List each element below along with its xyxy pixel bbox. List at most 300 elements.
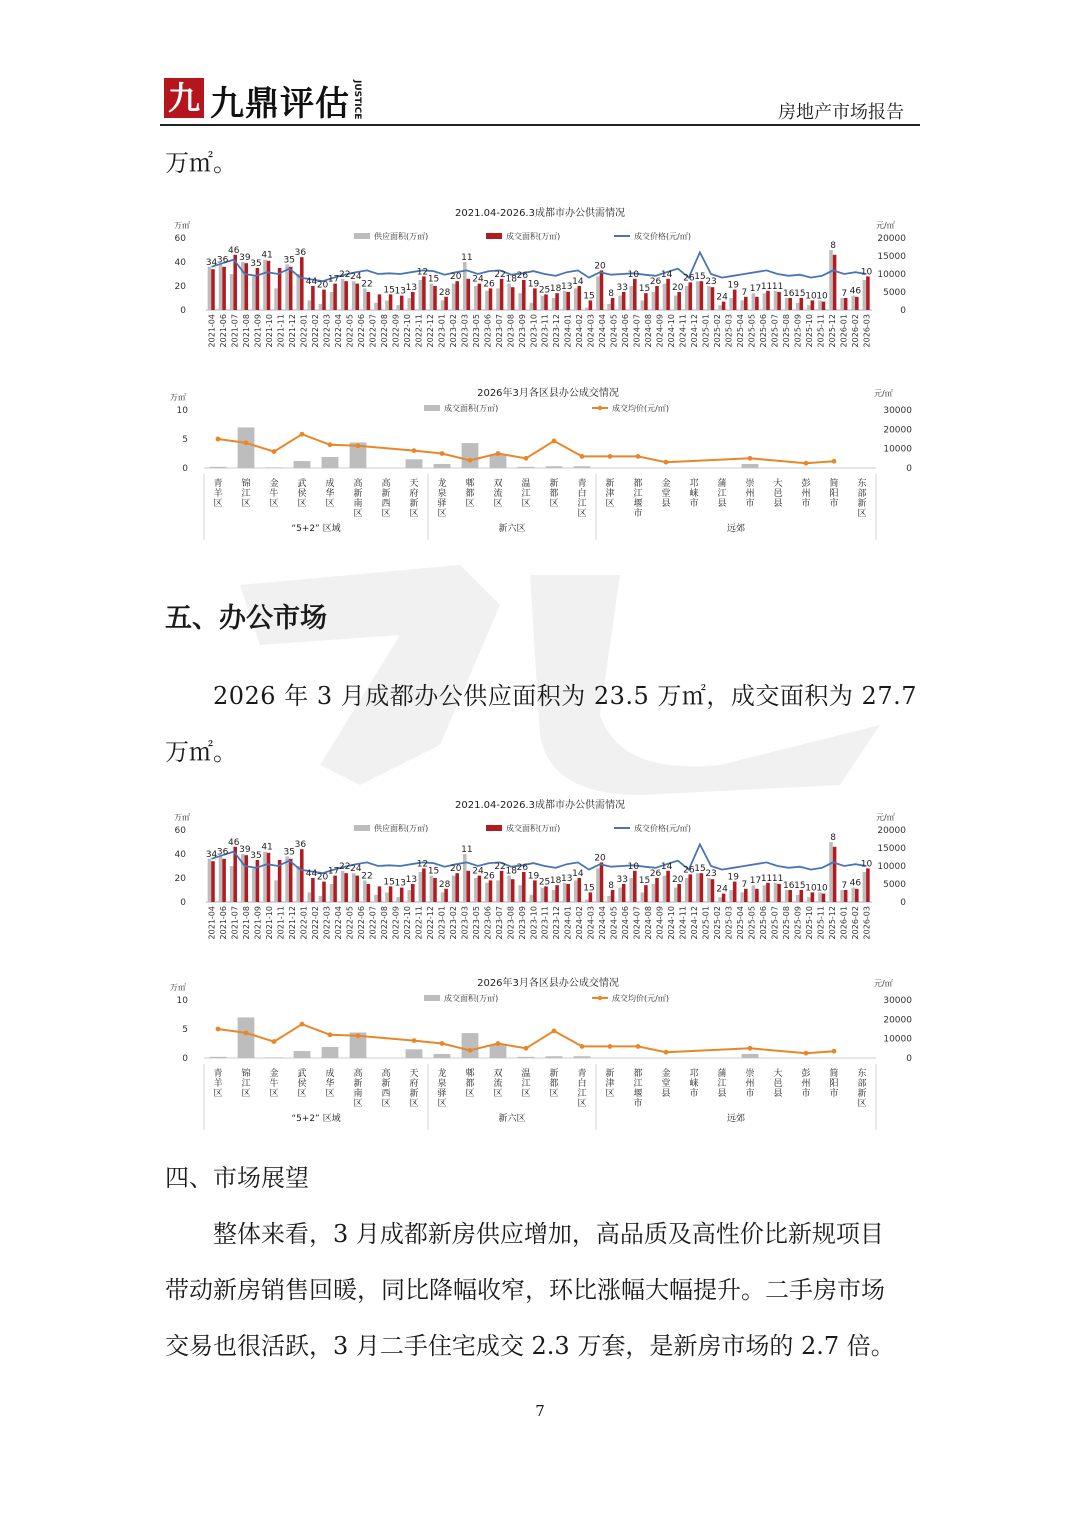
x-tick-label-char: 区 [213,499,223,509]
deal-bar [455,281,459,310]
area-bar [574,466,591,468]
x-tick-label-char: 崃 [689,1079,699,1089]
data-label: 10 [816,291,828,302]
legend-swatch [486,233,502,239]
data-label: 10 [627,269,640,280]
deal-bar [788,298,792,310]
x-tick-label-char: 泉 [437,1079,447,1089]
data-label: 15 [583,291,595,302]
supply-bar [574,880,578,902]
x-tick-label: 2022-05 [345,314,355,348]
data-label: 35 [250,259,262,269]
area-bar [322,457,339,468]
x-tick-label-char: 区 [549,499,559,509]
area-bar [406,1049,423,1058]
legend-label: 供应面积(万㎡) [374,232,429,241]
x-tick-label-char: 邛 [689,479,699,489]
x-tick-label: 2024-10 [667,906,677,940]
deal-bar [311,286,315,310]
data-label: 26 [516,271,529,281]
supply-bar [496,288,500,310]
area-bar [546,466,563,468]
x-tick-label: 2025-01 [701,906,711,940]
data-label: 24 [350,272,362,283]
x-tick-label-char: 江 [633,1079,643,1089]
deal-bar [833,255,837,310]
deal-bar [533,880,537,902]
data-label: 13 [394,878,406,889]
x-tick-label-char: 江 [577,499,587,509]
x-tick-label: 2025-05 [747,314,757,348]
deal-bar [511,287,515,310]
supply-bar [419,280,423,310]
chart-title: 2026年3月各区县办公成交情况 [477,978,619,989]
x-tick-label: 2024-12 [690,314,700,348]
data-label: 39 [239,845,251,855]
x-tick-label-char: 青 [577,1069,587,1079]
group-label: “5+2” 区域 [291,1114,341,1124]
supply-bar [707,878,711,902]
deal-bar [267,853,271,902]
x-tick-label-char: 金 [661,479,671,489]
price-point [300,1022,305,1027]
y-tick-right: 10000 [877,862,906,872]
x-tick-label: 2023-10 [529,906,539,940]
x-tick-label: 2023-10 [529,314,539,348]
x-tick-label: 2021-06 [219,906,229,940]
supply-bar [863,280,867,310]
data-label: 26 [683,865,695,876]
data-label: 14 [660,861,673,872]
supply-bar [485,291,489,310]
data-label: 10 [805,291,817,302]
y-axis-right-unit: 元/㎡ [876,221,895,230]
deal-bar [733,290,737,310]
data-label: 17 [749,876,762,887]
x-tick-label: 2024-01 [563,314,573,348]
supply-bar [774,883,778,902]
deal-bar [711,287,715,310]
x-tick-label-char: 锦 [241,479,251,489]
district-office-deal-chart [170,384,910,540]
x-tick-label: 2024-07 [632,314,642,348]
y-tick-left: 40 [174,850,186,860]
x-tick-label-char: 县 [717,1089,727,1099]
deal-bar [444,297,448,310]
supply-bar [652,292,656,310]
x-tick-label-char: 邑 [773,489,783,499]
area-bar [462,443,479,468]
data-label: 7 [841,881,848,891]
area-bar [266,467,283,468]
x-tick-label: 2025-12 [827,314,837,348]
data-label: 11 [771,281,784,292]
data-label: 28 [438,287,451,298]
deal-bar [622,884,626,902]
group-label: 新六区 [498,1114,526,1124]
supply-bar [763,885,767,902]
deal-bar [722,302,726,310]
x-tick-label: 2025-11 [816,314,826,348]
price-point [440,451,445,456]
supply-bar [618,296,622,310]
x-tick-label-char: 区 [465,499,475,509]
data-label: 10 [860,267,873,278]
price-point [412,1038,417,1043]
y-axis-left-unit: 万㎡ [174,221,190,230]
deal-bar [356,284,360,310]
data-label: 35 [283,255,295,266]
supply-bar [296,866,300,902]
x-tick-label-char: 部 [857,489,867,499]
x-tick-label: 2022-07 [368,906,378,940]
data-label: 18 [505,866,517,877]
x-tick-label: 2021-08 [242,906,252,940]
deal-bar [478,876,482,902]
x-tick-label-char: 新 [381,489,391,499]
x-tick-label-char: 新 [353,1079,363,1089]
y-tick-right: 10000 [883,444,912,455]
x-tick-label: 2022-02 [311,906,321,940]
x-tick-label-char: 区 [353,509,363,519]
x-tick-label-char: 南 [353,499,363,509]
x-tick-label-char: 区 [493,1089,503,1099]
x-tick-label-char: 侯 [297,1079,307,1089]
supply-bar [818,892,822,902]
price-point [496,1041,501,1046]
x-tick-label: 2022-02 [311,314,321,348]
x-tick-label-char: 青 [577,479,587,489]
supply-bar [252,868,256,902]
x-tick-label-char: 温 [521,479,531,489]
area-bar [294,1051,311,1058]
supply-bar [563,883,567,902]
data-label: 12 [416,859,429,870]
x-tick-label-char: 市 [633,509,643,519]
data-label: 26 [483,279,495,290]
x-tick-label-char: 羊 [213,1079,223,1089]
x-tick-label: 2026-02 [850,314,860,348]
supply-bar [674,888,678,902]
x-tick-label-char: 新 [353,489,363,499]
x-tick-label: 2025-08 [781,906,791,940]
district-office-deal-chart-repeat [170,974,910,1130]
x-tick-label-char: 金 [269,1069,279,1079]
x-tick-label: 2026-01 [839,314,849,348]
data-label: 20 [450,864,462,875]
y-tick-right: 5000 [883,288,906,298]
x-tick-label: 2025-06 [758,314,768,348]
x-tick-label: 2025-06 [758,906,768,940]
supply-bar [752,885,756,902]
data-label: 7 [741,287,748,298]
x-tick-label: 2021-10 [265,906,275,940]
x-tick-label-char: 市 [801,499,811,509]
deal-bar [289,859,293,902]
x-tick-label: 2023-08 [506,314,516,348]
x-tick-label: 2021-09 [253,906,263,940]
supply-bar [363,880,367,902]
deal-bar [422,868,426,902]
x-tick-label-char: 邛 [689,1069,699,1079]
deal-bar [855,297,859,310]
section-title-outlook: 四、市场展望 [165,1164,309,1192]
data-label: 15 [794,881,806,891]
data-label: 8 [830,833,837,843]
y-tick-left: 5 [182,435,188,445]
x-tick-label: 2023-05 [471,314,481,348]
x-tick-label: 2024-12 [690,906,700,940]
supply-bar [629,878,633,902]
supply-bar [208,267,212,310]
supply-bar [663,284,667,310]
area-bar [518,467,535,468]
x-tick-label-char: 新 [381,1079,391,1089]
x-tick-label-char: 牛 [269,489,279,499]
x-tick-label: 2022-04 [334,906,344,940]
legend-swatch [486,825,502,831]
supply-bar [774,291,778,310]
price-point [608,1044,613,1049]
area-bar [238,427,255,468]
x-tick-label-char: 区 [409,1099,419,1109]
x-tick-label-char: 区 [269,499,279,509]
deal-bar [411,884,415,902]
supply-bar [352,873,356,902]
x-tick-label-char: 区 [325,1089,335,1099]
x-tick-label: 2024-04 [598,906,608,940]
deal-bar [566,292,570,310]
data-label: 16 [783,881,795,891]
data-label: 13 [561,281,573,292]
y-tick-right: 0 [900,898,906,908]
deal-bar [467,871,471,902]
area-bar [574,1056,591,1058]
data-label: 14 [660,269,673,280]
supply-bar [374,303,378,310]
x-tick-label-char: 区 [353,1099,363,1109]
x-tick-label: 2025-09 [793,906,803,940]
area-bar [490,455,507,468]
x-tick-label: 2021-10 [265,314,275,348]
deal-bar [522,280,526,310]
data-label: 18 [549,876,562,887]
x-tick-label-char: 南 [353,1089,363,1099]
supply-bar [541,296,545,310]
x-tick-label: 2024-01 [563,906,573,940]
x-tick-label: 2021-11 [276,906,286,940]
x-tick-label-char: 区 [381,509,391,519]
x-tick-label: 2025-04 [735,906,745,940]
data-label: 26 [483,871,495,882]
deal-bar [800,298,804,310]
x-tick-label-char: 都 [465,1079,475,1089]
x-tick-label-char: 邑 [773,1079,783,1089]
y-tick-left: 20 [174,874,186,884]
x-tick-label-char: 区 [605,499,615,509]
section-title-office: 五、办公市场 [165,603,327,634]
x-tick-label-char: 郫 [465,479,475,489]
supply-bar [563,291,567,310]
supply-bar [441,892,445,902]
supply-bar [518,293,522,310]
supply-bar [308,892,312,902]
legend-swatch [354,825,370,831]
y-tick-left: 0 [180,306,186,316]
x-tick-label: 2021-04 [207,314,217,348]
data-label: 46 [228,837,240,848]
data-label: 33 [616,283,628,293]
x-tick-label: 2023-09 [517,314,527,348]
area-bar [210,1057,227,1058]
y-tick-right: 20000 [877,826,906,836]
supply-bar [419,872,423,902]
deal-bar [622,292,626,310]
x-tick-label: 2022-11 [414,906,424,940]
y-tick-right: 30000 [883,996,912,1006]
x-tick-label: 2022-04 [334,314,344,348]
x-tick-label: 2024-07 [632,906,642,940]
x-tick-label-char: 青 [213,1069,223,1079]
area-bar [546,1056,563,1058]
x-tick-label: 2023-06 [483,314,493,348]
data-label: 36 [216,255,229,266]
x-tick-label-char: 州 [745,489,755,499]
deal-bar [766,291,770,310]
data-label: 18 [505,274,517,285]
price-point [552,439,557,444]
deal-bar [211,861,215,902]
deal-bar [844,890,848,902]
data-label: 34 [205,257,218,268]
deal-bar [722,894,726,902]
data-label: 33 [616,875,628,885]
deal-bar [633,279,637,310]
x-tick-label-char: 蒲 [717,1069,727,1079]
supply-bar [752,293,756,310]
supply-bar [363,288,367,310]
y-tick-right: 5000 [883,880,906,890]
x-tick-label-char: 侯 [297,489,307,499]
supply-bar [685,878,689,902]
deal-bar [600,862,604,902]
x-tick-label-char: 区 [241,1089,251,1099]
x-tick-label: 2024-02 [575,314,585,348]
page-header [160,74,920,126]
deal-bar [400,296,404,310]
data-label: 17 [327,274,340,285]
supply-bar [341,279,345,310]
chart-title: 2021.04-2026.3成都市办公供需情况 [455,208,625,219]
x-tick-label: 2023-12 [552,314,562,348]
deal-bar [356,876,360,902]
supply-bar [585,900,589,902]
data-label: 8 [608,881,615,891]
supply-bar [552,890,556,902]
area-bar [462,1033,479,1058]
deal-bar [411,292,415,310]
x-tick-label-char: 都 [465,489,475,499]
data-label: 22 [494,269,506,280]
x-tick-label-char: 县 [661,1089,671,1099]
supply-bar [840,298,844,310]
x-tick-label-char: 东 [857,479,867,489]
data-label: 36 [294,248,307,259]
y-tick-left: 0 [180,898,186,908]
deal-bar [777,292,781,310]
data-label: 13 [394,286,406,297]
x-tick-label-char: 华 [325,1079,335,1089]
deal-bar [300,849,304,902]
deal-bar [822,302,826,310]
supply-bar [641,300,645,310]
data-label: 22 [361,279,373,290]
data-label: 36 [216,847,229,858]
office-supply-demand-chart-repeat [170,792,910,960]
data-label: 24 [716,884,728,895]
supply-bar [585,308,589,310]
data-label: 20 [594,853,606,864]
deal-bar [855,889,859,902]
supply-bar [740,892,744,902]
x-tick-label: 2025-10 [804,906,814,940]
data-label: 10 [805,883,817,894]
x-tick-label: 2024-05 [609,314,619,348]
data-label: 15 [694,864,706,875]
x-tick-label-char: 天 [409,1069,419,1079]
deal-bar [222,859,226,902]
deal-bar [744,889,748,902]
deal-bar [666,279,670,310]
deal-bar [333,284,337,310]
supply-bar [463,262,467,310]
deal-bar [378,886,382,902]
x-tick-label-char: 区 [605,1089,615,1099]
x-tick-label: 2025-08 [781,314,791,348]
x-tick-label: 2023-03 [460,314,470,348]
data-label: 24 [716,292,728,303]
x-tick-label-char: 区 [409,509,419,519]
x-tick-label-char: 彭 [801,1069,811,1079]
supply-bar [674,296,678,310]
x-tick-label: 2023-06 [483,906,493,940]
supply-bar [607,896,611,902]
x-tick-label-char: 西 [381,499,391,509]
supply-bar [552,298,556,310]
deal-bar [444,889,448,902]
x-tick-label-char: 津 [605,489,615,499]
data-label: 41 [261,842,273,853]
data-label: 15 [427,866,440,877]
x-tick-label-char: 津 [605,1079,615,1089]
x-tick-label-char: 府 [409,1079,419,1089]
deal-bar [555,293,559,310]
price-point [804,1051,809,1056]
legend-label: 供应面积(万㎡) [374,824,429,833]
x-tick-label-char: 部 [857,1079,867,1089]
deal-bar [433,286,437,310]
x-tick-label-char: 区 [857,1099,867,1109]
x-tick-label-char: 区 [549,1089,559,1099]
x-tick-label: 2021-09 [253,314,263,348]
data-label: 15 [694,272,706,283]
deal-bar [755,889,759,902]
deal-bar [267,261,271,310]
supply-bar [430,284,434,310]
x-tick-label-char: 彭 [801,479,811,489]
legend-label: 成交均价(元/㎡) [612,404,669,413]
x-tick-label: 2021-12 [288,314,298,348]
